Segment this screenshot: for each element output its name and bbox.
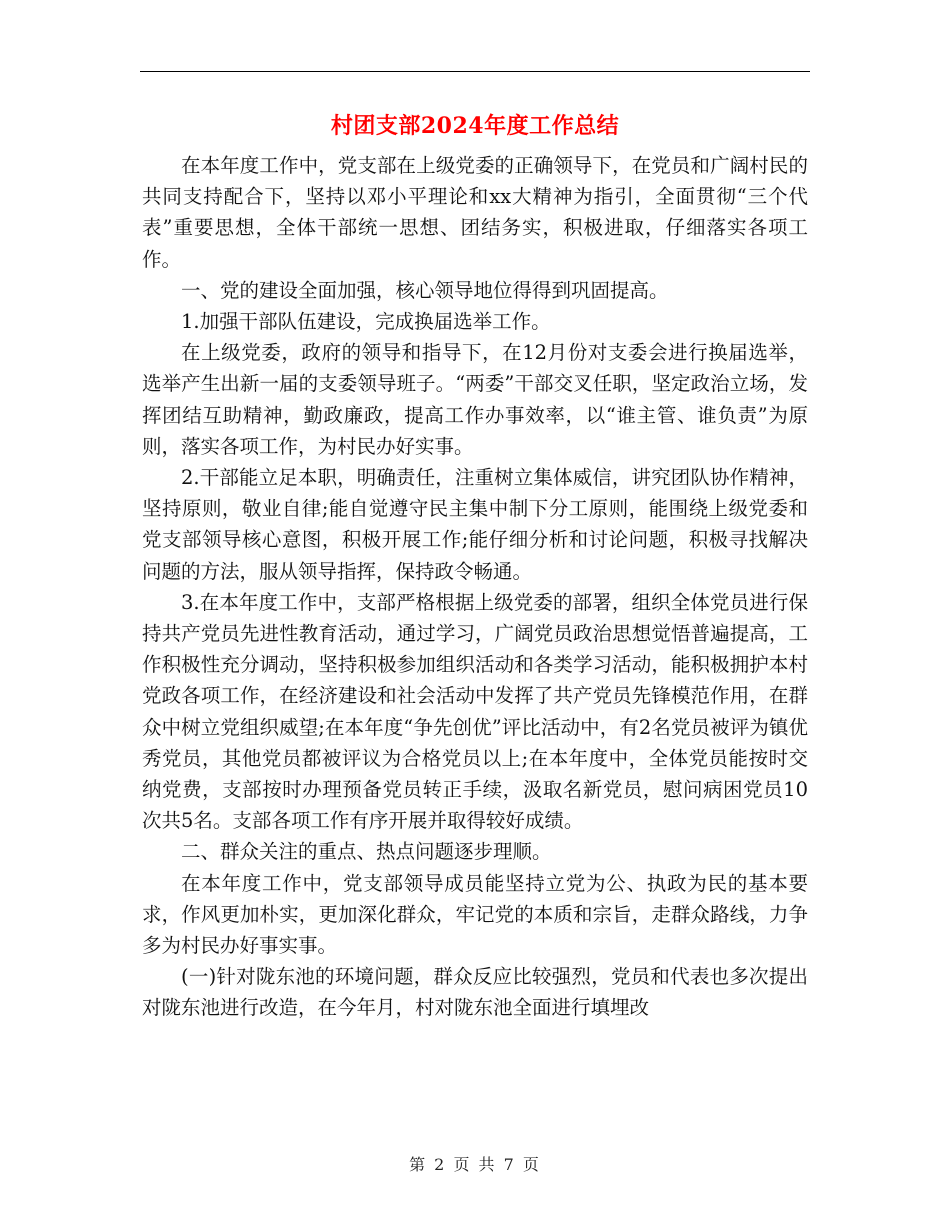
document-body (142, 150, 808, 1024)
paragraph-intro: 在本年度工作中，党支部在上级党委的正确领导下，在党员和广阔村民的共同支持配合下，坚持以邓小平理论和xx大精神为指引，全面贯彻“三个代表”重要思想，全体干部统一思想、团结务实，积极进取，仔细落实各项工作。 (142, 154, 808, 271)
paragraph-item-2: 2.干部能立足本职，明确责任，注重树立集体威信，讲究团队协作精神，坚持原则，敬业自律;能自觉遵守民主集中制下分工原则，能围绕上级党委和党支部领导核心意图，积极开展工作;能仔细分析和讨论问题，积极寻找解决问题的方法，服从领导指挥，保持政令畅通。 (142, 466, 808, 583)
page-footer: 第 2 页 共 7 页 (409, 1155, 541, 1174)
subheading-1: 1.加强干部队伍建设，完成换届选举工作。 (181, 310, 551, 334)
paragraph-mass-line: 在本年度工作中，党支部领导成员能坚持立党为公、执政为民的基本要求，作风更加朴实，更加深化群众，牢记党的本质和宗旨，走群众路线，力争多为村民办好事实事。 (142, 871, 808, 958)
paragraph-item-3: 3.在本年度工作中，支部严格根据上级党委的部署，组织全体党员进行保持共产党员先进性教育活动，通过学习，广阔党员政治思想觉悟普遍提高，工作积极性充分调动，坚持积极参加组织活动和各类学习活动，能积极拥护本村党政各项工作，在经济建设和社会活动中发挥了共产党员先锋模范作用，在群众中树立党组织威望;在本年度“争先创优”评比活动中，有2名党员被评为镇优秀党员，其他党员都被评议为合格党员以上;在本年度中，全体党员能按时交纳党费，支部按时办理预备党员转正手续，汲取名新党员，慰问病困党员10次共5名。支部各项工作有序开展并取得较好成绩。 (142, 590, 808, 833)
header-rule (140, 71, 810, 72)
section-heading-1: 一、党的建设全面加强，核心领导地位得得到巩固提高。 (181, 278, 669, 302)
document-title: 村团支部2024年度工作总结 (330, 113, 620, 139)
paragraph-election: 在上级党委，政府的领导和指导下，在12月份对支委会进行换届选举，选举产生出新一届的支委领导班子。“两委”干部交叉任职，坚定政治立场，发挥团结互助精神，勤政廉政，提高工作办事效率，以“谁主管、谁负责”为原则，落实各项工作，为村民办好实事。 (142, 341, 808, 458)
section-heading-2: 二、群众关注的重点、热点问题逐步理顺。 (181, 840, 552, 864)
paragraph-pond: (一)针对陇东池的环境问题，群众反应比较强烈，党员和代表也多次提出对陇东池进行改造，在今年月，村对陇东池全面进行填埋改 (142, 965, 808, 1020)
